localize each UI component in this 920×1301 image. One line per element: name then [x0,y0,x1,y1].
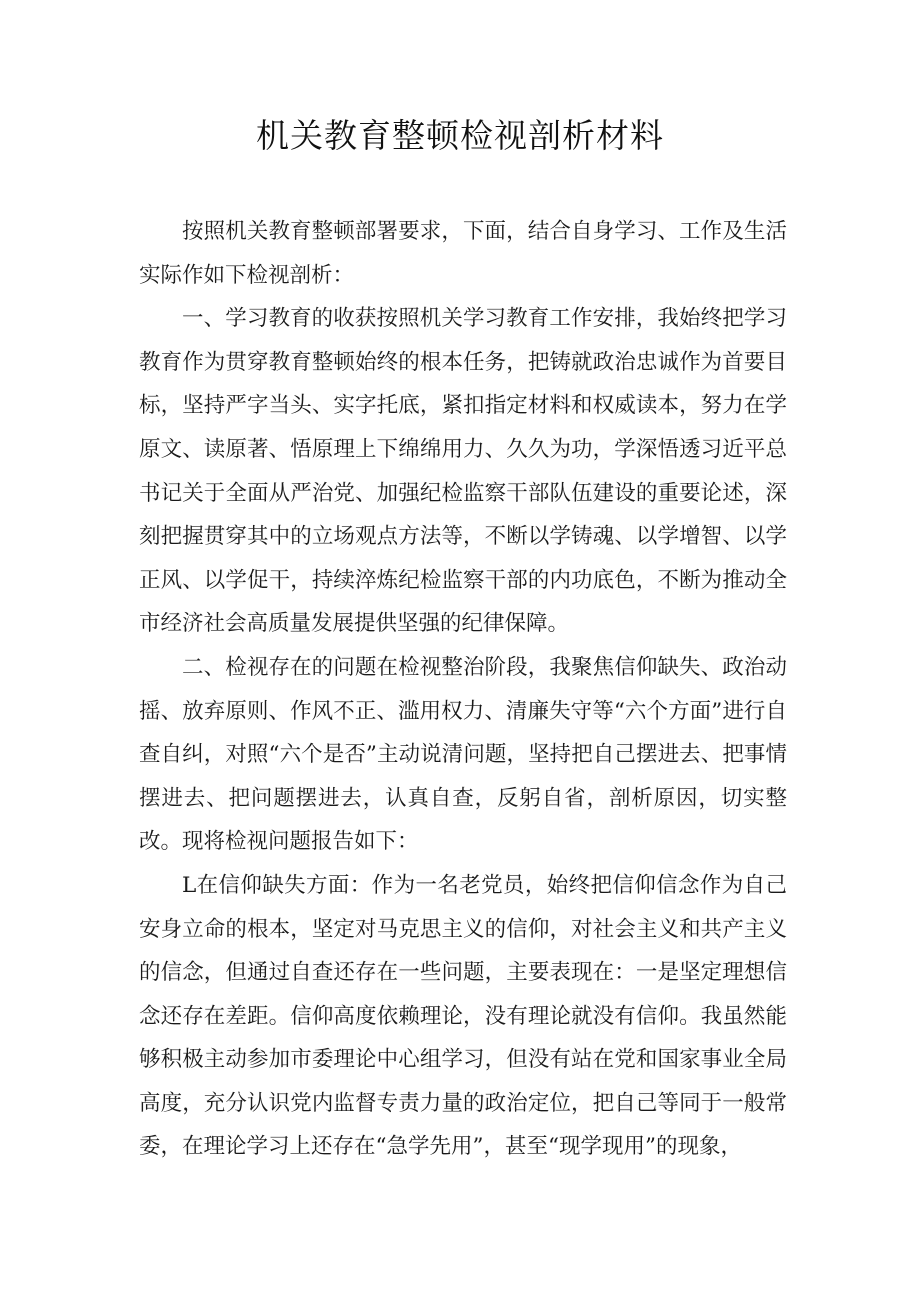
document-body [139,210,787,1169]
paragraph-intro: 按照机关教育整顿部署要求，下面，结合自身学习、工作及生活实际作如下检视剖析： [139,219,787,288]
paragraph-issues: 二、检视存在的问题在检视整治阶段，我聚焦信仰缺失、政治动摇、放弃原则、作风不正、滥用权力、清廉失守等“六个方面”进行自查自纠，对照“六个是否”主动说清问题，坚持把自己摆进去、把事情摆进去、把问题摆进去，认真自查，反躬自省，剖析原因，切实整改。现将检视问题报告如下： [139,654,787,855]
paragraph-learning-gains: 一、学习教育的收获按照机关学习教育工作安排，我始终把学习教育作为贯穿教育整顿始终的根本任务，把铸就政治忠诚作为首要目标，坚持严字当头、实字托底，紧扣指定材料和权威读本，努力在学原文、读原著、悟原理上下绵绵用力、久久为功，学深悟透习近平总书记关于全面从严治党、加强纪检监察干部队伍建设的重要论述，深刻把握贯穿其中的立场观点方法等，不断以学铸魂、以学增智、以学正风、以学促干，持续淬炼纪检监察干部的内功底色，不断为推动全市经济社会高质量发展提供坚强的纪律保障。 [139,306,787,637]
document-title: 机关教育整顿检视剖析材料 [256,116,664,155]
paragraph-faith: L在信仰缺失方面：作为一名老党员，始终把信仰信念作为自己安身立命的根本，坚定对马克思主义的信仰，对社会主义和共产主义的信念，但通过自查还存在一些问题，主要表现在：一是坚定理想信念还存在差距。信仰高度依赖理论，没有理论就没有信仰。我虽然能够积极主动参加市委理论中心组学习，但没有站在党和国家事业全局高度，充分认识党内监督专责力量的政治定位，把自己等同于一般常委，在理论学习上还存在“急学先用”，甚至“现学现用”的现象， [139,872,787,1160]
